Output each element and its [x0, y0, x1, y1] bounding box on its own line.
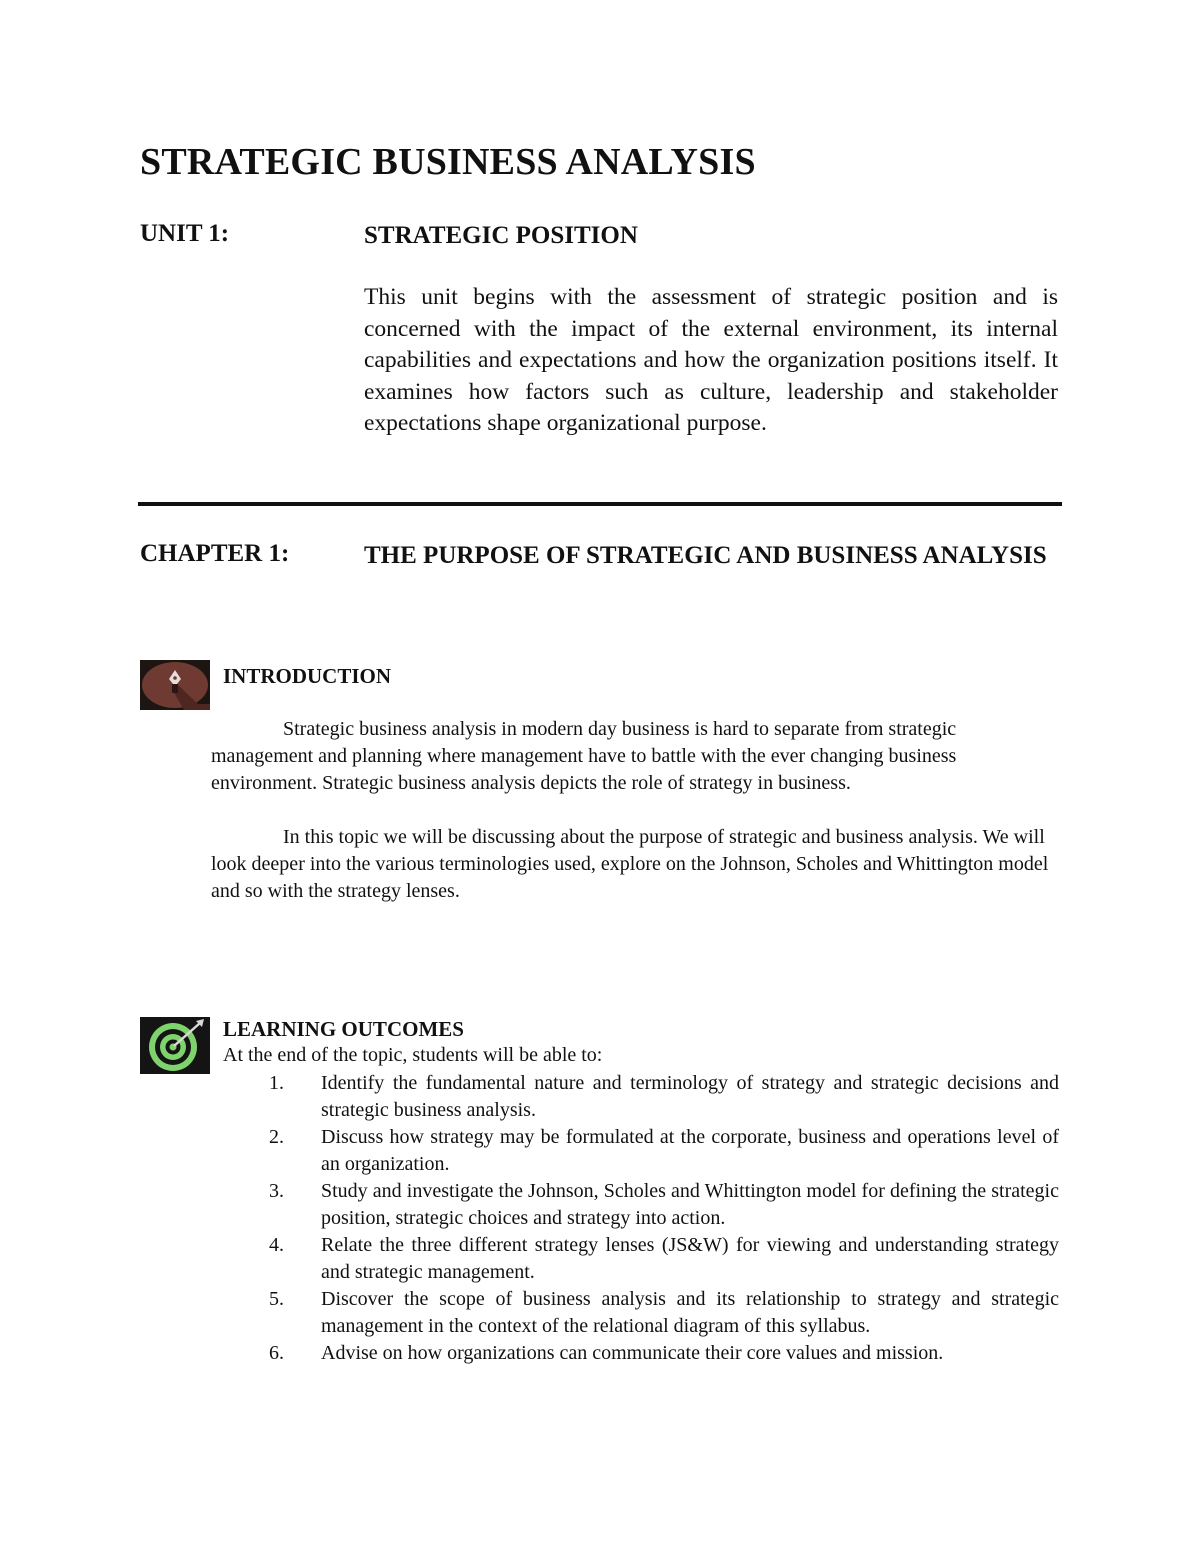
chapter-label: CHAPTER 1:: [140, 540, 290, 567]
learning-outcomes-heading: LEARNING OUTCOMES: [223, 1017, 464, 1041]
list-item: [223, 1124, 1059, 1178]
list-item: [223, 1070, 1059, 1124]
list-item-text: Advise on how organizations can communicate their core values and mission.: [321, 1342, 944, 1364]
chapter-name: THE PURPOSE OF STRATEGIC AND BUSINESS ANALYSIS: [364, 542, 1047, 569]
unit-name: STRATEGIC POSITION: [364, 222, 638, 249]
introduction-heading: INTRODUCTION: [223, 664, 392, 688]
list-item-number: 1.: [269, 1072, 284, 1094]
list-item-text: Discover the scope of business analysis and its relationship to strategy and strategic management in the context of the relational diagram of this syllabus.: [321, 1288, 1059, 1337]
unit-label: UNIT 1:: [140, 220, 230, 247]
list-item-number: 4.: [269, 1234, 284, 1256]
pen-nib-icon: [140, 660, 210, 710]
unit-description: This unit begins with the assessment of strategic position and is concerned with the impact of the external environment, its internal capabilities and expectations and how the organization positions itself. It examines how factors such as culture, leadership and stakeholder expectations shape organizational purpose.: [364, 284, 1058, 437]
list-item: [223, 1178, 1059, 1232]
learning-outcomes-intro: At the end of the topic, students will be able to:: [223, 1044, 603, 1066]
document-title: STRATEGIC BUSINESS ANALYSIS: [140, 141, 756, 183]
list-item-text: Identify the fundamental nature and terminology of strategy and strategic decisions and strategic business analysis.: [321, 1072, 1059, 1121]
section-divider: [138, 502, 1062, 506]
list-item-text: Relate the three different strategy lenses (JS&W) for viewing and understanding strategy and strategic management.: [321, 1234, 1059, 1283]
list-item-number: 5.: [269, 1288, 284, 1310]
introduction-paragraph: Strategic business analysis in modern day business is hard to separate from strategic management and planning where management have to battle with the ever changing business environment. Strategic business analysis depicts the role of strategy in business.: [211, 718, 957, 794]
list-item: [223, 1340, 1059, 1367]
list-item-number: 6.: [269, 1342, 284, 1364]
learning-outcomes-list: [223, 1070, 1059, 1367]
list-item-number: 2.: [269, 1126, 284, 1148]
list-item-number: 3.: [269, 1180, 284, 1202]
list-item: [223, 1232, 1059, 1286]
list-item-text: Discuss how strategy may be formulated at the corporate, business and operations level of an organization.: [321, 1126, 1059, 1175]
list-item: [223, 1286, 1059, 1340]
target-icon: [140, 1017, 210, 1074]
introduction-body: [211, 716, 1061, 905]
introduction-paragraph: In this topic we will be discussing about the purpose of strategic and business analysis. We will look deeper into the various terminologies used, explore on the Johnson, Scholes and Whittington model and so with the strategy lenses.: [211, 826, 1049, 902]
list-item-text: Study and investigate the Johnson, Scholes and Whittington model for defining the strategic position, strategic choices and strategy into action.: [321, 1180, 1059, 1229]
